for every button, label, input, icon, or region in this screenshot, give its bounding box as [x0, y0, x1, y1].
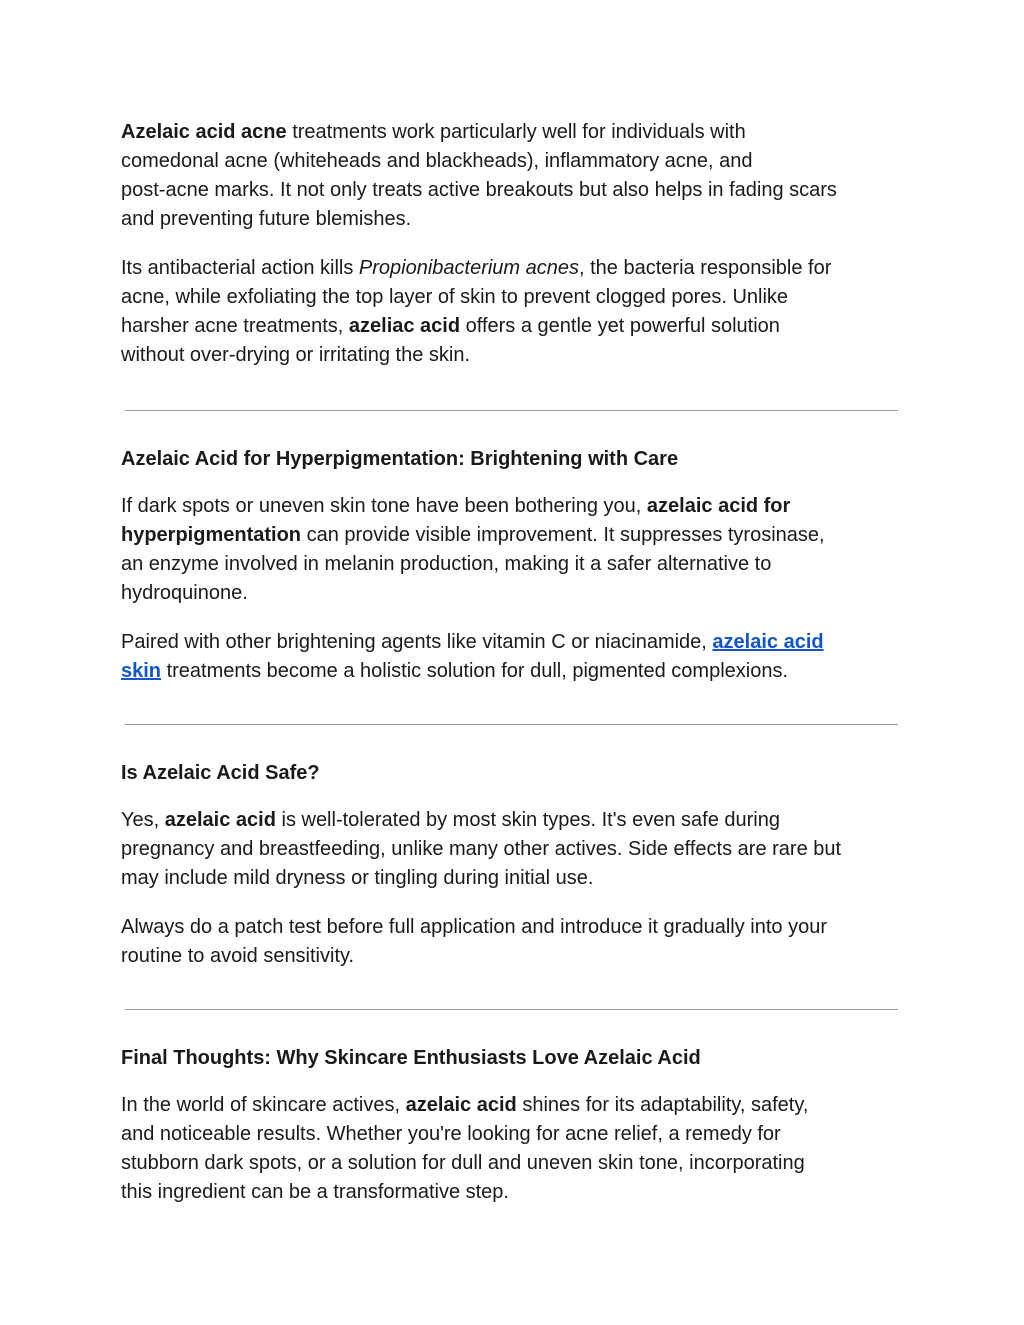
- safe-keyword: azelaic acid: [164, 809, 276, 831]
- azelaic-acid-skin-link[interactable]: azelaic acid: [712, 631, 824, 653]
- section-heading-final-thoughts: Final Thoughts: Why Skincare Enthusiasts Love Azelaic Acid: [121, 1047, 701, 1069]
- final-keyword: azelaic acid: [405, 1094, 517, 1116]
- document-page: [121, 118, 911, 1207]
- azeliac-keyword: azeliac acid: [348, 315, 461, 337]
- bacteria-name: Propionibacterium acnes: [358, 257, 580, 279]
- azelaic-acid-skin-link-continued[interactable]: skin: [121, 660, 162, 682]
- section-heading-hyperpigmentation: Azelaic Acid for Hyperpigmentation: Brightening with Care: [121, 448, 679, 470]
- safe-paragraph-1: Yes, azelaic acid is well-tolerated by most skin types. It's even safe during pregnancy and breastfeeding, unlike many other actives. Side effects are rare but may include mild dryness or tingling during initial use.: [121, 809, 842, 889]
- acne-paragraph-2: Its antibacterial action kills Propionibacterium acnes, the bacteria responsible for acne, while exfoliating the top layer of skin to prevent clogged pores. Unlike harsher acne treatments, azeliac acid offers a gentle yet powerful solution without over-drying or irritating the skin.: [121, 257, 832, 366]
- acne-paragraph-1: Azelaic acid acne treatments work particularly well for individuals with comedonal acne (whiteheads and blackheads), inflammatory acne, and post-acne marks. It not only treats active breakouts but also helps in fading scars and preventing future blemishes.: [121, 121, 837, 230]
- final-paragraph-1: In the world of skincare actives, azelaic acid shines for its adaptability, safety, and noticeable results. Whether you're looking for acne relief, a remedy for stubborn dark spots, or a solution for dull and uneven skin tone, incorporating this ingredient can be a transformative step.: [121, 1094, 809, 1203]
- acne-keyword: Azelaic acid acne: [121, 121, 287, 143]
- hyper-keyword: azelaic acid for: [646, 495, 791, 517]
- section-heading-safety: Is Azelaic Acid Safe?: [121, 762, 320, 784]
- hyper-paragraph-1: If dark spots or uneven skin tone have been bothering you, azelaic acid for hyperpigmentation can provide visible improvement. It suppresses tyrosinase, an enzyme involved in melanin production, making it a safer alternative to hydroquinone.: [121, 495, 825, 604]
- safe-paragraph-2: Always do a patch test before full application and introduce it gradually into your routine to avoid sensitivity.: [121, 916, 827, 967]
- hyper-paragraph-2: Paired with other brightening agents like vitamin C or niacinamide, azelaic acid skin treatments become a holistic solution for dull, pigmented complexions.: [121, 631, 824, 682]
